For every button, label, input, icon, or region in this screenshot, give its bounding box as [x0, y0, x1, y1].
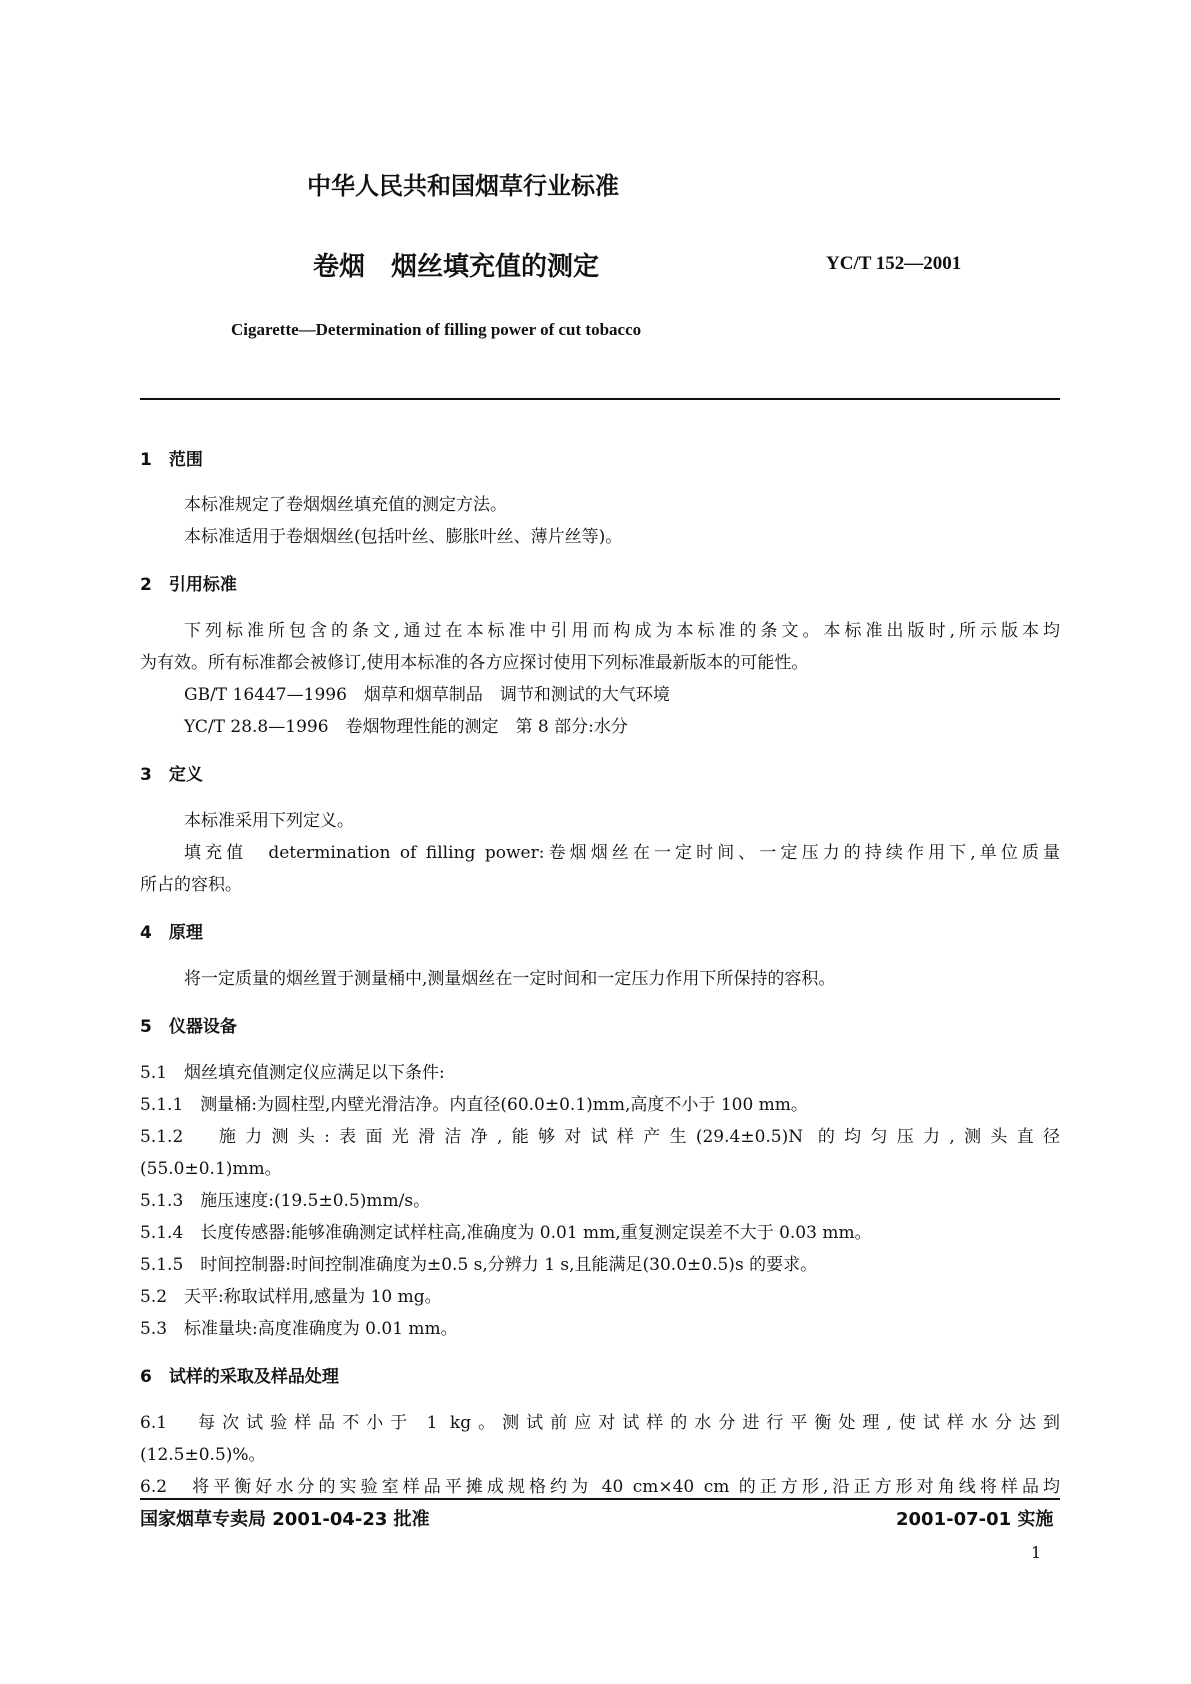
- english-title: Cigarette—Determination of filling power of cut tobacco: [231, 320, 642, 339]
- doc-title: 卷烟 烟丝填充值的测定: [313, 252, 600, 282]
- standard-number: YC/T 152—2001: [826, 253, 962, 274]
- clause-5-1-1: 5.1.1 测量桶:为圆柱型,内壁光滑洁净。内直径(60.0±0.1)mm,高度不小于 100 mm。: [140, 1095, 808, 1115]
- definition-filling-power-line-1: 填充值 determination of filling power:卷烟烟丝在一定时间、一定压力的持续作用下,单位质量: [184, 843, 1060, 863]
- clause-5-1-4: 5.1.4 长度传感器:能够准确测定试样柱高,准确度为 0.01 mm,重复测定误差不大于 0.03 mm。: [140, 1223, 872, 1243]
- clause-5-1-5: 5.1.5 时间控制器:时间控制准确度为±0.5 s,分辨力 1 s,且能满足(30.0±0.5)s 的要求。: [140, 1255, 818, 1275]
- header-divider: [140, 398, 1060, 400]
- section-1-title: 1 范围: [140, 450, 203, 470]
- implementation-date: 2001-07-01 实施: [896, 1509, 1054, 1530]
- clause-5-3: 5.3 标准量块:高度准确度为 0.01 mm。: [140, 1319, 458, 1339]
- reference-gb-t-16447: GB/T 16447—1996 烟草和烟草制品 调节和测试的大气环境: [184, 685, 670, 705]
- clause-5-1: 5.1 烟丝填充值测定仪应满足以下条件:: [140, 1063, 445, 1083]
- section-2-title: 2 引用标准: [140, 575, 237, 595]
- page-number: 1: [1031, 1543, 1042, 1562]
- section-2-paragraph-line-1: 下列标准所包含的条文,通过在本标准中引用而构成为本标准的条文。本标准出版时,所示版本均: [184, 621, 1060, 641]
- section-1-paragraph-1: 本标准规定了卷烟烟丝填充值的测定方法。: [184, 495, 507, 515]
- section-2-paragraph-line-2: 为有效。所有标准都会被修订,使用本标准的各方应探讨使用下列标准最新版本的可能性。: [140, 653, 809, 673]
- section-4-title: 4 原理: [140, 923, 203, 943]
- clause-5-1-2-line-2: (55.0±0.1)mm。: [140, 1159, 282, 1179]
- section-3-title: 3 定义: [140, 765, 203, 785]
- clause-6-1-line-2: (12.5±0.5)%。: [140, 1445, 266, 1465]
- section-3-paragraph-1: 本标准采用下列定义。: [184, 811, 354, 831]
- section-5-title: 5 仪器设备: [140, 1017, 237, 1037]
- section-4-paragraph: 将一定质量的烟丝置于测量桶中,测量烟丝在一定时间和一定压力作用下所保持的容积。: [184, 969, 836, 989]
- section-1-paragraph-2: 本标准适用于卷烟烟丝(包括叶丝、膨胀叶丝、薄片丝等)。: [184, 527, 623, 547]
- clause-6-2: 6.2 将平衡好水分的实验室样品平摊成规格约为 40 cm×40 cm 的正方形,沿正方形对角线将样品均: [140, 1472, 1060, 1500]
- definition-filling-power-line-2: 所占的容积。: [140, 875, 242, 895]
- approval-note: 国家烟草专卖局 2001-04-23 批准: [140, 1509, 430, 1530]
- section-6-title: 6 试样的采取及样品处理: [140, 1367, 339, 1387]
- clause-5-1-3: 5.1.3 施压速度:(19.5±0.5)mm/s。: [140, 1191, 431, 1211]
- clause-5-1-2-line-1: 5.1.2 施力测头:表面光滑洁净,能够对试样产生(29.4±0.5)N 的均匀压力,测头直径: [140, 1127, 1060, 1147]
- reference-yc-t-28-8: YC/T 28.8—1996 卷烟物理性能的测定 第 8 部分:水分: [184, 717, 628, 737]
- org-title: 中华人民共和国烟草行业标准: [307, 172, 619, 200]
- clause-5-2: 5.2 天平:称取试样用,感量为 10 mg。: [140, 1287, 442, 1307]
- clause-6-1-line-1: 6.1 每次试验样品不小于 1 kg。测试前应对试样的水分进行平衡处理,使试样水分达到: [140, 1413, 1060, 1433]
